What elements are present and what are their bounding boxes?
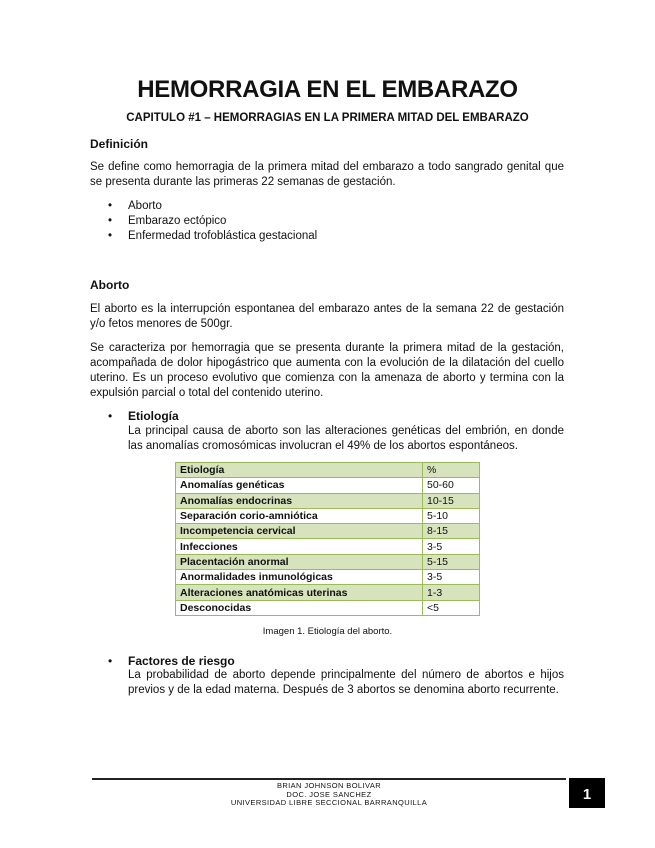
table-cell: 3-5	[423, 539, 480, 554]
document-title: HEMORRAGIA EN EL EMBARAZO	[137, 76, 518, 103]
table-header-cell: Etiología	[176, 463, 423, 478]
list-item: • Embarazo ectópico	[108, 214, 317, 229]
footer-institution: UNIVERSIDAD LIBRE SECCIONAL BARRANQUILLA	[230, 798, 428, 807]
table-row	[176, 508, 480, 523]
table-cell: Placentación anormal	[176, 554, 423, 569]
table-cell: Anomalías endocrinas	[176, 493, 423, 508]
table-cell: 5-15	[423, 554, 480, 569]
table-header-cell: %	[423, 463, 480, 478]
factores-heading: • Factores de riesgo	[108, 654, 235, 668]
table-cell: 50-60	[423, 478, 480, 493]
list-item: • Enfermedad trofoblástica gestacional	[108, 229, 317, 244]
table-cell: <5	[423, 600, 480, 615]
etiologia-heading-label: Etiología	[128, 409, 179, 423]
table-row	[176, 570, 480, 585]
table-cell: Separación corio-amniótica	[176, 508, 423, 523]
definicion-text: Se define como hemorragia de la primera mitad del embarazo a todo sangrado genital que se presenta durante las primeras 22 semanas de gestación.	[90, 161, 564, 188]
table-caption: Imagen 1. Etiología del aborto.	[262, 626, 393, 637]
table-cell: Anormalidades inmunológicas	[176, 570, 423, 585]
table-cell: 5-10	[423, 508, 480, 523]
aborto-paragraph-1: El aborto es la interrupción espontanea del embarazo antes de la semana 22 de gestación y/o fetos menores de 500gr.	[90, 303, 564, 330]
table-row	[176, 585, 480, 600]
etiologia-heading: • Etiología	[108, 409, 179, 423]
table-row	[176, 539, 480, 554]
aborto-heading: Aborto	[90, 278, 130, 292]
table-cell: Alteraciones anatómicas uterinas	[176, 585, 423, 600]
table-cell: 8-15	[423, 524, 480, 539]
chapter-heading: CAPITULO #1 – HEMORRAGIAS EN LA PRIMERA MITAD DEL EMBARAZO	[126, 112, 529, 124]
page-number: 1	[569, 778, 605, 808]
table-row	[176, 493, 480, 508]
factores-text: La probabilidad de aborto depende principalmente del número de abortos e hijos previos y de la edad materna. Después de 3 abortos se denomina aborto recurrente.	[128, 669, 564, 696]
table-cell: Desconocidas	[176, 600, 423, 615]
table-header-row	[176, 463, 480, 478]
table-row	[176, 554, 480, 569]
footer-doctor: DOC. JOSE SANCHEZ	[286, 789, 372, 799]
aborto-paragraph-2: Se caracteriza por hemorragia que se presenta durante la primera mitad de la gestación, acompañada de dolor hipogástrico que aumenta con la evolución de la dilatación del cuello uterino. Es un proceso evolutivo que comienza con la amenaza de aborto y termina con la expulsión parcial o total del contenido uterino.	[90, 342, 564, 399]
footer-divider	[92, 778, 566, 780]
table-cell: 3-5	[423, 570, 480, 585]
footer-author: BRIAN JOHNSON BOLIVAR	[276, 781, 382, 790]
etiologia-text: La principal causa de aborto son las alteraciones genéticas del embrión, en donde las anomalías cromosómicas involucran el 49% de los abortos espontáneos.	[128, 425, 564, 452]
table-cell: Infecciones	[176, 539, 423, 554]
table-cell: 1-3	[423, 585, 480, 600]
list-item: • Aborto	[108, 199, 317, 214]
table-cell: Incompetencia cervical	[176, 524, 423, 539]
factores-heading-label: Factores de riesgo	[128, 654, 235, 668]
table-cell: 10-15	[423, 493, 480, 508]
footer	[92, 782, 566, 808]
table-row	[176, 600, 480, 615]
definicion-heading: Definición	[90, 137, 149, 151]
table-row	[176, 478, 480, 493]
table-row	[176, 524, 480, 539]
definicion-bullet-list	[108, 199, 317, 244]
table-cell: Anomalías genéticas	[176, 478, 423, 493]
etiologia-table	[175, 462, 480, 616]
